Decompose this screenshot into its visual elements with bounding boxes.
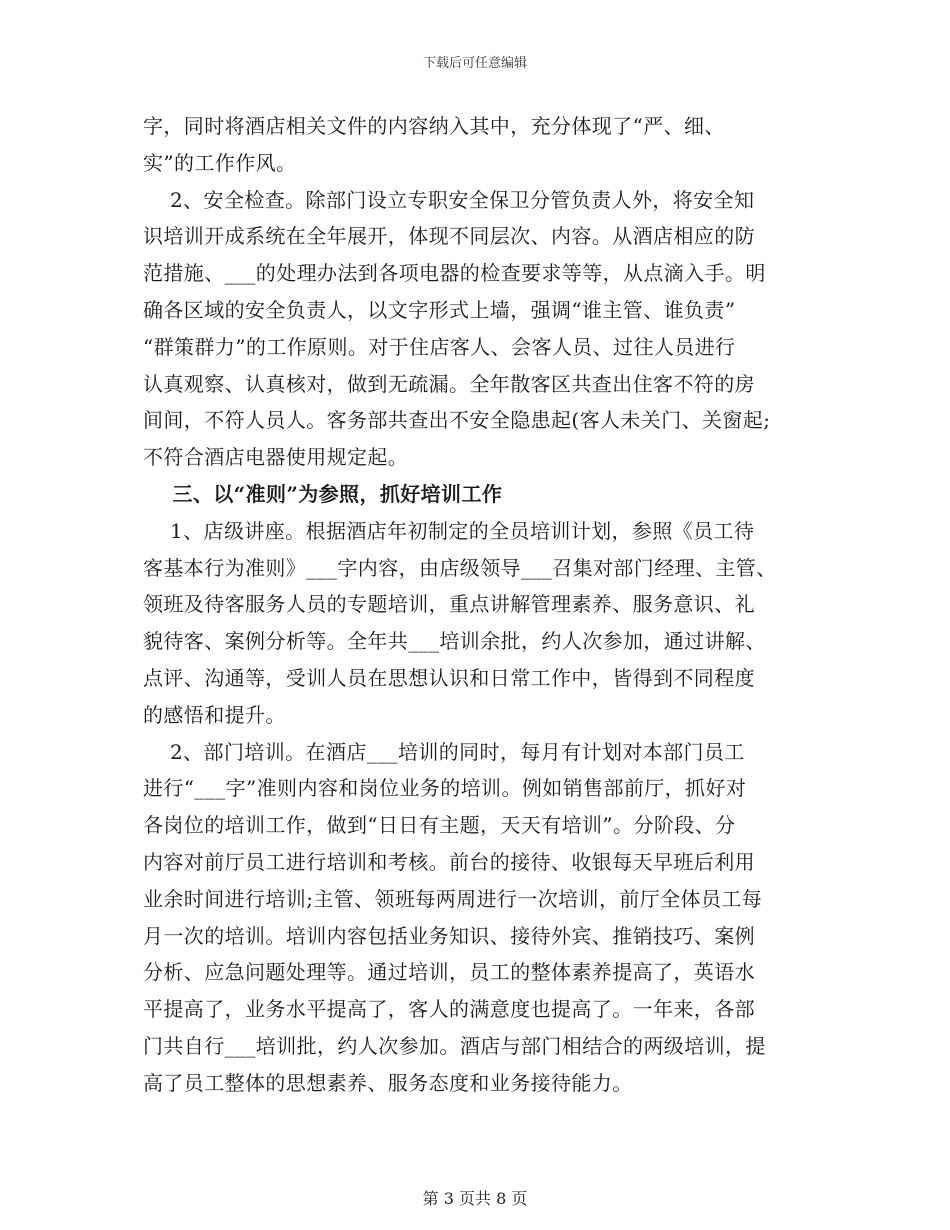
paragraph-line: 分析、应急问题处理等。通过培训，员工的整体素养提高了，英语水 (143, 960, 755, 985)
paragraph-line: 1、店级讲座。根据酒店年初制定的全员培训计划，参照《员工待 (143, 518, 755, 543)
paragraph-line: 识培训开成系统在全年展开，体现不同层次、内容。从酒店相应的防 (143, 224, 755, 249)
paragraph-line: 间间，不符人员人。客务部共查出不安全隐患起(客人未关门、关窗起; (143, 408, 771, 433)
paragraph-line: 认真观察、认真核对，做到无疏漏。全年散客区共查出住客不符的房 (143, 371, 755, 396)
page-number-footer: 第 3 页共 8 页 (422, 1189, 528, 1208)
paragraph-line: 进行“___字”准则内容和岗位业务的培训。例如销售部前厅，抓好对 (143, 776, 747, 801)
paragraph-line: 实”的工作作风。 (143, 150, 297, 175)
paragraph-line: 业余时间进行培训;主管、领班每两周进行一次培训，前厅全体员工每 (143, 886, 763, 911)
paragraph-line: 2、安全检查。除部门设立专职安全保卫分管负责人外，将安全知 (143, 187, 755, 212)
paragraph-line: 内容对前厅员工进行培训和考核。前台的接待、收银每天早班后利用 (143, 849, 755, 874)
document-body (143, 108, 811, 1102)
paragraph-line: 高了员工整体的思想素养、服务态度和业务接待能力。 (143, 1070, 633, 1095)
paragraph-line: 确各区域的安全负责人，以文字形式上墙，强调“谁主管、谁负责” (143, 297, 736, 322)
paragraph-line: 不符合酒店电器使用规定起。 (143, 445, 409, 470)
paragraph-line: 客基本行为准则》___字内容，由店级领导___召集对部门经理、主管、 (143, 555, 777, 580)
paragraph-line: 点评、沟通等，受训人员在思想认识和日常工作中，皆得到不同程度 (143, 665, 755, 690)
paragraph-line: 2、部门培训。在酒店___培训的同时，每月有计划对本部门员工 (143, 739, 745, 764)
paragraph-line: “群策群力”的工作原则。对于住店客人、会客人员、过往人员进行 (143, 334, 736, 359)
paragraph-line: 月一次的培训。培训内容包括业务知识、接待外宾、推销技巧、案例 (143, 923, 755, 948)
paragraph-line: 范措施、___的处理办法到各项电器的检查要求等等，从点滴入手。明 (143, 261, 766, 286)
page-header: 下载后可任意编辑 (422, 56, 527, 71)
paragraph-line: 字，同时将酒店相关文件的内容纳入其中，充分体现了“严、细、 (143, 114, 725, 138)
paragraph-line: 貌待客、案例分析等。全年共___培训余批，约人次参加，通过讲解、 (143, 629, 766, 654)
paragraph-line: 各岗位的培训工作，做到“日日有主题，天天有培训”。分阶段、分 (143, 813, 736, 838)
paragraph-line: 领班及待客服务人员的专题培训，重点讲解管理素养、服务意识、礼 (143, 592, 755, 617)
paragraph-line: 门共自行___培训批，约人次参加。酒店与部门相结合的两级培训，提 (143, 1033, 766, 1058)
paragraph-line: 平提高了，业务水平提高了，客人的满意度也提高了。一年来，各部 (143, 997, 755, 1022)
paragraph-line: 的感悟和提升。 (143, 702, 286, 727)
section-heading: 三、以“准则”为参照，抓好培训工作 (143, 481, 503, 506)
